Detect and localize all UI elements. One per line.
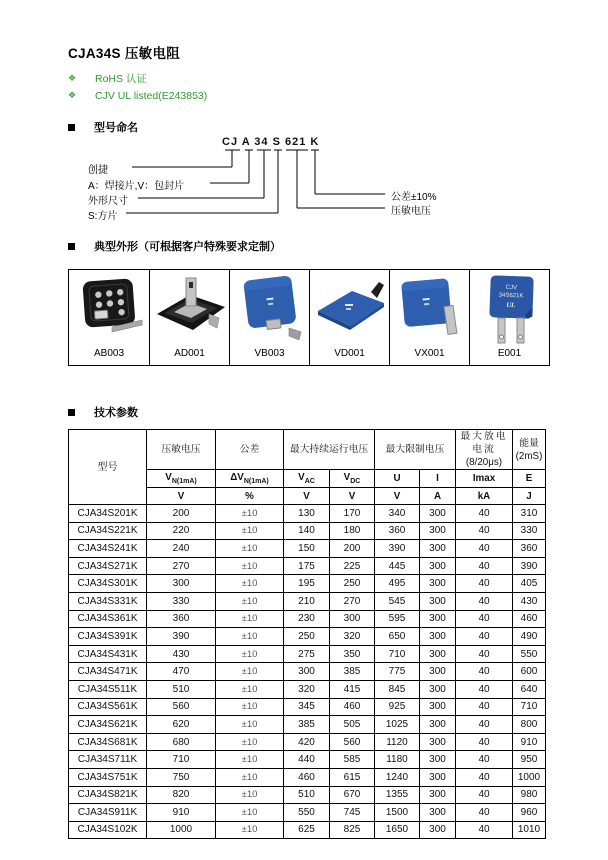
- energy-line2: (2mS): [515, 450, 543, 462]
- spec-cell-vdc: 745: [330, 804, 375, 822]
- spec-cell-i: 300: [420, 575, 456, 593]
- spec-cell-vac: 150: [284, 540, 330, 558]
- spec-cell-e: 910: [513, 733, 546, 751]
- spec-cell-vdc: 585: [330, 751, 375, 769]
- spec-cell-vdc: 825: [330, 821, 375, 839]
- spec-cell-vn: 270: [147, 557, 216, 575]
- spec-cell-imax: 40: [456, 540, 513, 558]
- spec-cell-i: 300: [420, 680, 456, 698]
- spec-cell-vdc: 460: [330, 698, 375, 716]
- spec-cell-vdc: 385: [330, 663, 375, 681]
- spec-cell-vac: 440: [284, 751, 330, 769]
- spec-cell-tol: ±10: [216, 821, 284, 839]
- energy-line1: 能量: [519, 437, 539, 449]
- spec-cell-e: 980: [513, 786, 546, 804]
- spec-cell-imax: 40: [456, 786, 513, 804]
- spec-cell-e: 330: [513, 522, 546, 540]
- spec-cell-model: CJA34S821K: [69, 786, 147, 804]
- naming-label-square: S:方片: [88, 211, 118, 222]
- product-label: VX001: [414, 348, 445, 359]
- spec-cell-tol: ±10: [216, 698, 284, 716]
- spec-cell-vac: 130: [284, 505, 330, 523]
- sym-vac: $V_{AC}$: [284, 470, 330, 488]
- spec-cell-vdc: 415: [330, 680, 375, 698]
- spec-cell-u: 1240: [375, 768, 420, 786]
- spec-cell-model: CJA34S201K: [69, 505, 147, 523]
- spec-cell-model: CJA34S511K: [69, 680, 147, 698]
- spec-cell-vn: 750: [147, 768, 216, 786]
- shapes-heading-label: 典型外形（可根据客户特殊要求定制）: [94, 241, 281, 253]
- spec-cell-i: 300: [420, 505, 456, 523]
- product-photo-ab003-icon: [70, 270, 148, 346]
- spec-cell-i: 300: [420, 786, 456, 804]
- spec-cell-vac: 195: [284, 575, 330, 593]
- spec-cell-model: CJA34S711K: [69, 751, 147, 769]
- product-photo-vb003-icon: [231, 270, 309, 346]
- spec-cell-tol: ±10: [216, 786, 284, 804]
- spec-cell-e: 310: [513, 505, 546, 523]
- spec-cell-i: 300: [420, 610, 456, 628]
- spec-row: [69, 505, 546, 523]
- product-label: VB003: [254, 348, 285, 359]
- square-bullet-icon: [68, 243, 75, 250]
- spec-cell-model: CJA34S221K: [69, 522, 147, 540]
- spec-row: [69, 733, 546, 751]
- spec-cell-model: CJA34S271K: [69, 557, 147, 575]
- sym-imax: Imax: [456, 470, 513, 488]
- spec-cell-u: 650: [375, 628, 420, 646]
- spec-cell-u: 1025: [375, 716, 420, 734]
- spec-cell-e: 490: [513, 628, 546, 646]
- spec-cell-vdc: 225: [330, 557, 375, 575]
- spec-row: [69, 768, 546, 786]
- spec-cell-vac: 210: [284, 592, 330, 610]
- specs-section: [68, 404, 548, 839]
- spec-cell-model: CJA34S301K: [69, 575, 147, 593]
- spec-cell-vdc: 350: [330, 645, 375, 663]
- spec-row: [69, 557, 546, 575]
- product-cell-ab003: [69, 270, 149, 365]
- spec-cell-vdc: 170: [330, 505, 375, 523]
- spec-cell-u: 1355: [375, 786, 420, 804]
- unit-vac: V: [284, 488, 330, 505]
- spec-cell-e: 360: [513, 540, 546, 558]
- sym-tol: $\Delta V_{N(1mA)}$: [216, 470, 284, 488]
- spec-cell-vac: 385: [284, 716, 330, 734]
- spec-cell-i: 300: [420, 733, 456, 751]
- spec-row: [69, 522, 546, 540]
- spec-cell-imax: 40: [456, 663, 513, 681]
- spec-cell-vac: 550: [284, 804, 330, 822]
- spec-cell-i: 300: [420, 751, 456, 769]
- spec-cell-vdc: 250: [330, 575, 375, 593]
- unit-vdc: V: [330, 488, 375, 505]
- spec-cell-vdc: 560: [330, 733, 375, 751]
- spec-cell-model: CJA34S621K: [69, 716, 147, 734]
- spec-cell-u: 1180: [375, 751, 420, 769]
- spec-cell-vn: 710: [147, 751, 216, 769]
- spec-cell-u: 445: [375, 557, 420, 575]
- spec-cell-vn: 430: [147, 645, 216, 663]
- spec-row: [69, 575, 546, 593]
- spec-cell-u: 1120: [375, 733, 420, 751]
- spec-cell-u: 845: [375, 680, 420, 698]
- spec-cell-vac: 175: [284, 557, 330, 575]
- product-photo-ad001-icon: [151, 270, 229, 346]
- spec-cell-i: 300: [420, 628, 456, 646]
- spec-cell-imax: 40: [456, 821, 513, 839]
- diamond-bullet-icon: ❖: [68, 90, 77, 100]
- col-header-max-clamping: 最大限制电压: [375, 430, 456, 470]
- spec-cell-imax: 40: [456, 628, 513, 646]
- spec-cell-model: CJA34S751K: [69, 768, 147, 786]
- spec-cell-model: CJA34S911K: [69, 804, 147, 822]
- col-header-max-continuous: 最大持续运行电压: [284, 430, 375, 470]
- spec-cell-vdc: 615: [330, 768, 375, 786]
- e001-ul-logo: UL: [505, 301, 515, 310]
- cert-rohs: [68, 70, 538, 87]
- spec-cell-imax: 40: [456, 716, 513, 734]
- spec-table-header: [69, 430, 546, 505]
- spec-cell-tol: ±10: [216, 751, 284, 769]
- spec-cell-e: 710: [513, 698, 546, 716]
- spec-cell-model: CJA34S361K: [69, 610, 147, 628]
- spec-cell-vn: 510: [147, 680, 216, 698]
- spec-cell-tol: ±10: [216, 663, 284, 681]
- spec-cell-model: CJA34S681K: [69, 733, 147, 751]
- spec-cell-i: 300: [420, 557, 456, 575]
- cert-ul-label: CJV UL listed(E243853): [95, 89, 208, 102]
- spec-cell-vn: 330: [147, 592, 216, 610]
- col-header-model: 型号: [69, 430, 147, 505]
- unit-i: A: [420, 488, 456, 505]
- spec-cell-imax: 40: [456, 733, 513, 751]
- spec-cell-e: 950: [513, 751, 546, 769]
- spec-cell-model: CJA34S471K: [69, 663, 147, 681]
- spec-cell-vn: 470: [147, 663, 216, 681]
- spec-table-body: [69, 505, 546, 839]
- spec-cell-vn: 680: [147, 733, 216, 751]
- spec-row: [69, 804, 546, 822]
- product-label: VD001: [334, 348, 365, 359]
- spec-row: [69, 786, 546, 804]
- spec-cell-model: CJA34S561K: [69, 698, 147, 716]
- col-header-tolerance: 公差: [216, 430, 284, 470]
- spec-cell-tol: ±10: [216, 592, 284, 610]
- product-label: AD001: [174, 348, 205, 359]
- spec-cell-tol: ±10: [216, 557, 284, 575]
- unit-imax: kA: [456, 488, 513, 505]
- spec-cell-u: 710: [375, 645, 420, 663]
- spec-cell-u: 1500: [375, 804, 420, 822]
- spec-cell-u: 495: [375, 575, 420, 593]
- spec-table: [68, 429, 546, 839]
- spec-cell-imax: 40: [456, 645, 513, 663]
- spec-row: [69, 821, 546, 839]
- spec-cell-model: CJA34S431K: [69, 645, 147, 663]
- spec-cell-vn: 910: [147, 804, 216, 822]
- spec-cell-e: 960: [513, 804, 546, 822]
- specs-heading: [68, 404, 548, 420]
- spec-cell-tol: ±10: [216, 540, 284, 558]
- spec-cell-vn: 200: [147, 505, 216, 523]
- spec-cell-vdc: 670: [330, 786, 375, 804]
- spec-cell-vn: 360: [147, 610, 216, 628]
- col-header-max-discharge: [456, 430, 513, 470]
- spec-cell-i: 300: [420, 768, 456, 786]
- spec-row: [69, 680, 546, 698]
- spec-cell-i: 300: [420, 592, 456, 610]
- naming-label-voltage: 压敏电压: [391, 206, 431, 217]
- spec-cell-imax: 40: [456, 768, 513, 786]
- spec-cell-i: 300: [420, 540, 456, 558]
- spec-cell-vac: 250: [284, 628, 330, 646]
- spec-cell-u: 545: [375, 592, 420, 610]
- spec-row: [69, 751, 546, 769]
- unit-vn: V: [147, 488, 216, 505]
- spec-cell-vac: 300: [284, 663, 330, 681]
- e001-marking-line1: CJV: [505, 284, 517, 292]
- spec-row: [69, 698, 546, 716]
- spec-cell-tol: ±10: [216, 645, 284, 663]
- spec-cell-vn: 560: [147, 698, 216, 716]
- sym-i: I: [420, 470, 456, 488]
- product-cell-vb003: [229, 270, 309, 365]
- spec-cell-vn: 240: [147, 540, 216, 558]
- square-bullet-icon: [68, 409, 75, 416]
- spec-cell-tol: ±10: [216, 680, 284, 698]
- spec-cell-tol: ±10: [216, 522, 284, 540]
- product-cell-vx001: [389, 270, 469, 365]
- spec-cell-vdc: 270: [330, 592, 375, 610]
- spec-cell-vdc: 200: [330, 540, 375, 558]
- spec-cell-i: 300: [420, 716, 456, 734]
- spec-cell-tol: ±10: [216, 610, 284, 628]
- spec-cell-vac: 510: [284, 786, 330, 804]
- spec-cell-imax: 40: [456, 592, 513, 610]
- spec-cell-vac: 625: [284, 821, 330, 839]
- spec-row: [69, 540, 546, 558]
- spec-cell-vdc: 320: [330, 628, 375, 646]
- spec-cell-u: 360: [375, 522, 420, 540]
- spec-cell-imax: 40: [456, 804, 513, 822]
- product-grid: [68, 269, 550, 366]
- spec-cell-vac: 320: [284, 680, 330, 698]
- spec-cell-tol: ±10: [216, 768, 284, 786]
- spec-cell-imax: 40: [456, 575, 513, 593]
- spec-cell-vn: 300: [147, 575, 216, 593]
- spec-row: [69, 628, 546, 646]
- naming-section: [68, 114, 548, 229]
- spec-cell-tol: ±10: [216, 804, 284, 822]
- naming-connector-lines: [68, 114, 548, 229]
- spec-cell-e: 405: [513, 575, 546, 593]
- spec-row: [69, 592, 546, 610]
- spec-cell-vn: 820: [147, 786, 216, 804]
- spec-cell-i: 300: [420, 522, 456, 540]
- spec-cell-tol: ±10: [216, 505, 284, 523]
- product-label: AB003: [93, 348, 125, 359]
- part-number-code: CJ A 34 S 621 K: [222, 136, 320, 148]
- spec-cell-i: 300: [420, 804, 456, 822]
- shapes-heading: [68, 238, 550, 254]
- spec-cell-tol: ±10: [216, 716, 284, 734]
- spec-cell-e: 550: [513, 645, 546, 663]
- spec-cell-e: 430: [513, 592, 546, 610]
- unit-tol: %: [216, 488, 284, 505]
- spec-cell-vac: 420: [284, 733, 330, 751]
- spec-cell-e: 600: [513, 663, 546, 681]
- cert-ul: [68, 87, 538, 104]
- spec-row: [69, 663, 546, 681]
- product-label: E001: [497, 348, 522, 359]
- page-title: CJA34S 压敏电阻: [68, 46, 181, 61]
- product-cell-ad001: [149, 270, 229, 365]
- spec-cell-u: 390: [375, 540, 420, 558]
- spec-cell-tol: ±10: [216, 733, 284, 751]
- product-cell-e001: [469, 270, 549, 365]
- product-photo-vd001-icon: [311, 270, 389, 346]
- col-header-varistor-voltage: 压敏电压: [147, 430, 216, 470]
- spec-cell-u: 340: [375, 505, 420, 523]
- product-photo-vx001-icon: [391, 270, 469, 346]
- spec-cell-u: 775: [375, 663, 420, 681]
- spec-cell-vn: 620: [147, 716, 216, 734]
- col-header-energy: [513, 430, 546, 470]
- naming-label-terminal: A：焊接片,V：包封片: [88, 181, 185, 192]
- spec-cell-vdc: 505: [330, 716, 375, 734]
- naming-label-tolerance: 公差±10%: [391, 192, 437, 203]
- sym-e: E: [513, 470, 546, 488]
- spec-cell-imax: 40: [456, 610, 513, 628]
- spec-cell-u: 925: [375, 698, 420, 716]
- doc-header: [68, 42, 538, 104]
- spec-cell-model: CJA34S102K: [69, 821, 147, 839]
- cert-rohs-label: RoHS 认证: [95, 73, 147, 85]
- spec-cell-u: 1650: [375, 821, 420, 839]
- unit-u: V: [375, 488, 420, 505]
- sym-vdc: $V_{DC}$: [330, 470, 375, 488]
- spec-cell-model: CJA34S391K: [69, 628, 147, 646]
- spec-cell-imax: 40: [456, 557, 513, 575]
- spec-cell-i: 300: [420, 821, 456, 839]
- sym-u: U: [375, 470, 420, 488]
- spec-cell-model: CJA34S241K: [69, 540, 147, 558]
- sym-vn: $V_{N(1mA)}$: [147, 470, 216, 488]
- spec-cell-e: 460: [513, 610, 546, 628]
- spec-cell-e: 390: [513, 557, 546, 575]
- spec-cell-i: 300: [420, 663, 456, 681]
- spec-cell-i: 300: [420, 645, 456, 663]
- spec-cell-e: 1010: [513, 821, 546, 839]
- spec-row: [69, 716, 546, 734]
- naming-label-size: 外形尺寸: [88, 196, 128, 207]
- product-photo-e001-icon: [471, 270, 549, 346]
- spec-cell-vn: 1000: [147, 821, 216, 839]
- spec-cell-vdc: 180: [330, 522, 375, 540]
- spec-row: [69, 610, 546, 628]
- specs-heading-label: 技术参数: [94, 407, 138, 419]
- spec-cell-tol: ±10: [216, 628, 284, 646]
- spec-cell-imax: 40: [456, 751, 513, 769]
- spec-cell-tol: ±10: [216, 575, 284, 593]
- spec-cell-vac: 140: [284, 522, 330, 540]
- spec-cell-imax: 40: [456, 522, 513, 540]
- spec-cell-vn: 220: [147, 522, 216, 540]
- unit-e: J: [513, 488, 546, 505]
- spec-cell-e: 800: [513, 716, 546, 734]
- spec-cell-u: 595: [375, 610, 420, 628]
- spec-cell-model: CJA34S331K: [69, 592, 147, 610]
- spec-cell-e: 1000: [513, 768, 546, 786]
- spec-cell-vac: 275: [284, 645, 330, 663]
- spec-cell-imax: 40: [456, 680, 513, 698]
- product-cell-vd001: [309, 270, 389, 365]
- max-discharge-line1: 最大放电电流: [460, 431, 508, 455]
- spec-cell-vac: 460: [284, 768, 330, 786]
- max-discharge-line2: (8/20μs): [465, 457, 503, 468]
- spec-cell-imax: 40: [456, 698, 513, 716]
- naming-heading-label: 型号命名: [94, 122, 138, 134]
- shapes-section: [68, 238, 550, 366]
- e001-marking-line2: 34S621K: [498, 292, 524, 300]
- spec-cell-vn: 390: [147, 628, 216, 646]
- spec-cell-i: 300: [420, 698, 456, 716]
- spec-row: [69, 645, 546, 663]
- spec-cell-imax: 40: [456, 505, 513, 523]
- spec-cell-e: 640: [513, 680, 546, 698]
- naming-label-brand: 创捷: [88, 165, 108, 176]
- spec-cell-vdc: 300: [330, 610, 375, 628]
- diamond-bullet-icon: ❖: [68, 73, 77, 83]
- spec-cell-vac: 345: [284, 698, 330, 716]
- spec-cell-vac: 230: [284, 610, 330, 628]
